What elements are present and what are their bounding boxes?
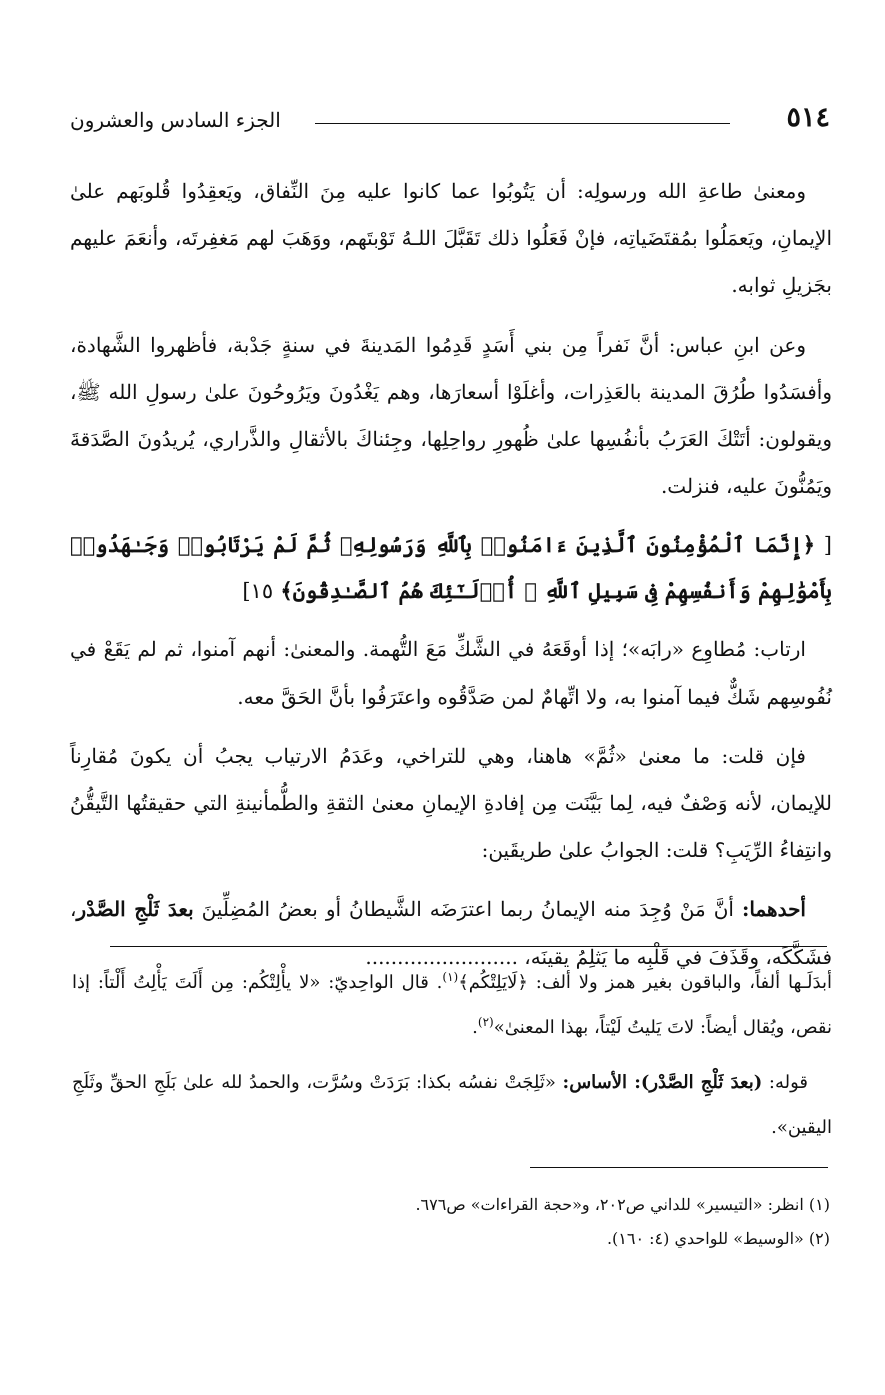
commentary-1-text-c: .: [472, 1017, 478, 1038]
paragraph-5-text-b: ، فشَكَّكَه، وقَذَفَ في قَلْبِه ما يَثلِمُ يقينَه، ........................: [70, 897, 832, 969]
footnotes: [100, 1188, 830, 1256]
quran-verse: [70, 522, 832, 614]
header-rule: [315, 123, 730, 124]
paragraph-2: وعن ابنِ عباس: أنَّ نَفراً مِن بني أَسَدٍ قَدِمُوا المَدينةَ في سنةٍ جَدْبة، فأظهروا الشَّهادة، وأفسَدُوا طُرُقَ المدينة بالعَذِرات، وأغلَوْا أسعارَها، وهم يَغْدُونَ ويَرُوحُونَ علىٰ رسولِ الله ﷺ، ويقولون: أتَتْكَ العَرَبُ بأنفُسِها علىٰ ظُهورِ رواحِلِها، وجِئناكَ بالأثقالِ والذَّراري، يُريدُونَ الصَّدَقةَ ويَمُنُّونَ عليه، فنزلت.: [70, 332, 832, 499]
commentary-1-text-a: أبدَلَـها ألفاً، والباقون بغير همز ولا ألف: ﴿لَايَلِتْكُم﴾: [458, 972, 832, 993]
commentary-paragraph-1: [72, 960, 832, 1050]
commentary-2-text-a: قوله:: [762, 1072, 808, 1093]
footnote-ref-1[interactable]: (١): [442, 970, 459, 984]
commentary-bold-phrase: (بعدَ ثَلْجِ الصَّدْر): الأساس:: [562, 1072, 763, 1093]
running-header: [70, 100, 830, 140]
quran-open-bracket: [: [823, 533, 832, 558]
footnote-separator-rule: [530, 1167, 828, 1168]
paragraph-1: ومعنىٰ طاعةِ الله ورسولِه: أن يَتُوبُوا عما كانوا عليه مِنَ النِّفاق، ويَعقِدُوا قُلوبَهم علىٰ الإيمانِ، ويَعمَلُوا بمُقتَضَياتِه، فإنْ فَعَلُوا ذلك تَقَبَّلَ اللـهُ تَوْبتَهم، ووَهَبَ لهم مَغفِرتَه، وأنعَمَ عليهم بجَزيلِ ثوابه.: [70, 179, 832, 298]
paragraph-3: ارتاب: مُطاوِع «رابَه»؛ إذا أوقَعَهُ في الشَّكِّ مَعَ التُّهمة. والمعنىٰ: أنهم آمنوا، ثم لم يَقَعْ في نُفُوسِهم شَكٌّ فيما آمنوا به، ولا اتِّهامٌ لمن صَدَّقُوه واعتَرَفُوا بأنَّ الحَقَّ معه.: [70, 637, 832, 709]
bold-phrase: بعدَ ثَلْجِ الصَّدْر: [76, 897, 194, 922]
quran-text: ﴿إِنَّمَا ٱلْمُؤْمِنُونَ ٱلَّذِينَ ءَامَنُوا۟ بِٱللَّهِ وَرَسُولِهِۦ ثُمَّ لَمْ يَرْتَابُوا۟ وَجَـٰهَدُوا۟ بِأَمْوَٰلِهِمْ وَأَنفُسِهِمْ فِى سَبِيلِ ٱللَّهِ ۚ أُو۟لَـٰٓئِكَ هُمُ ٱلصَّـٰدِقُونَ﴾: [70, 532, 832, 604]
commentary-section: [72, 960, 832, 1160]
commentary-2-text-b: «ثَلِجَتْ نفسُه بكذا: بَرَدَتْ وسُرَّت، والحمدُ لله علىٰ بَلَجِ الحقِّ وثَلَجِ اليقين».: [72, 1072, 832, 1138]
commentary-paragraph-2: [72, 1060, 832, 1150]
footnote-2: (٢) «الوسيط» للواحدي (٤: ١٦٠).: [606, 1229, 830, 1248]
quran-close-bracket: ]: [242, 579, 251, 604]
main-separator-rule: [110, 946, 827, 947]
running-title: الجزء السادس والعشرون: [70, 108, 281, 132]
footnote-ref-2[interactable]: (٢): [477, 1015, 494, 1029]
page-number: ٥١٤: [786, 102, 830, 133]
footnote-1: (١) انظر: «التيسير» للداني ص٢٠٢، و«حجة القراءات» ص٦٧٦.: [415, 1195, 830, 1214]
lead-word: أحدهما:: [741, 897, 806, 922]
paragraph-5-text-a: أنَّ مَنْ وُجِدَ منه الإيمانُ ربما اعترَضَه الشَّيطانُ أو بعضُ المُضِلِّينَ: [193, 897, 742, 922]
paragraph-4: فإن قلت: ما معنىٰ «ثُمَّ» هاهنا، وهي للتراخي، وعَدَمُ الارتياب يجبُ أن يكونَ مُقارِناً للإيمان، لأنه وَصْفٌ فيه، لِما بَيَّنَت مِن إفادةِ الإيمانِ معنىٰ الثقةِ والطُّمأنينةِ التي حقيقتُها التَّيقُّنُ وانتِفاءُ الرِّيَبِ؟ قلت: الجوابُ علىٰ طريقَين:: [70, 743, 832, 863]
main-text: [70, 168, 832, 993]
verse-number: ١٥: [250, 579, 274, 604]
commentary-1-text-b: . قال الواحِديّ: «لا يأْلِتْكُم: مِن أَلَتَ يَأْلِتُ أَلْتاً: إذا نقص، ويُقال أيضاً: لاتَ يَليتُ لَيْتاً، بهذا المعنىٰ»: [72, 972, 832, 1038]
